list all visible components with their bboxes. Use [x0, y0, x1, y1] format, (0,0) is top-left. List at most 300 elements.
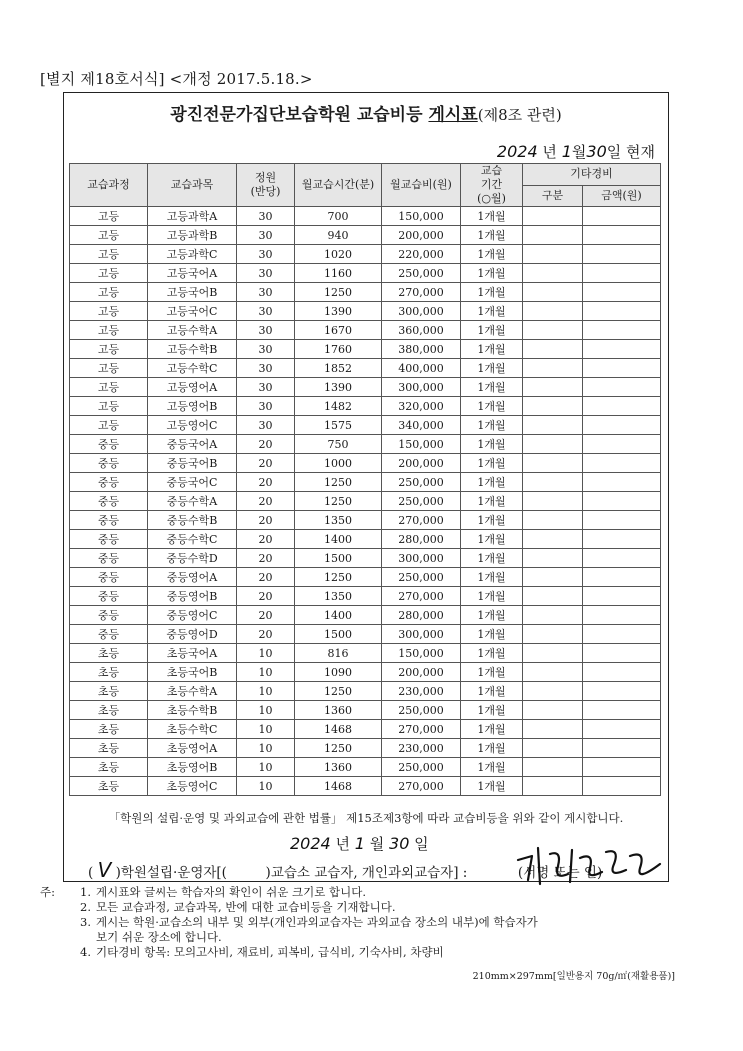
- cell-other-amount: [583, 340, 661, 359]
- table-row: [70, 378, 661, 397]
- table-row: [70, 226, 661, 245]
- cell-hours: 1390: [295, 378, 382, 397]
- cell-course: 중등: [70, 606, 148, 625]
- cell-fee: 270,000: [382, 511, 461, 530]
- cell-subject: 고등과학C: [148, 245, 237, 264]
- sign-month-unit: 월: [369, 835, 385, 853]
- cell-fee: 340,000: [382, 416, 461, 435]
- cell-subject: 고등영어A: [148, 378, 237, 397]
- cell-course: 중등: [70, 568, 148, 587]
- cell-other-amount: [583, 397, 661, 416]
- date-day-unit: 일 현재: [606, 143, 655, 161]
- note-text: 모든 교습과정, 교습과목, 반에 대한 교습비등을 기재합니다.: [96, 900, 396, 914]
- cell-fee: 270,000: [382, 283, 461, 302]
- cell-fee: 300,000: [382, 549, 461, 568]
- date-day: 30: [586, 142, 607, 161]
- cell-subject: 중등수학C: [148, 530, 237, 549]
- cell-period: 1개월: [461, 587, 523, 606]
- cell-hours: 1360: [295, 701, 382, 720]
- cell-other-amount: [583, 701, 661, 720]
- cell-course: 고등: [70, 340, 148, 359]
- cell-other-amount: [583, 663, 661, 682]
- notes: [40, 885, 700, 960]
- cell-other-amount: [583, 739, 661, 758]
- legal-statement: 「학원의 설립·운영 및 과외교습에 관한 법률」 제15조제3항에 따라 교습비등을 위와 같이 게시합니다.: [108, 811, 624, 825]
- cell-other-amount: [583, 625, 661, 644]
- table-row: [70, 207, 661, 226]
- cell-capacity: 30: [237, 378, 295, 397]
- cell-course: 고등: [70, 264, 148, 283]
- cell-capacity: 10: [237, 682, 295, 701]
- fee-table: [69, 163, 661, 796]
- sign-date: [290, 833, 429, 854]
- header-hours: 월교습시간(분): [295, 164, 382, 207]
- cell-other-type: [523, 473, 583, 492]
- cell-fee: 150,000: [382, 435, 461, 454]
- cell-period: 1개월: [461, 625, 523, 644]
- cell-hours: 1575: [295, 416, 382, 435]
- cell-other-amount: [583, 511, 661, 530]
- note-number: 1.: [80, 885, 91, 899]
- table-row: [70, 492, 661, 511]
- note-label: [40, 900, 80, 915]
- cell-other-amount: [583, 283, 661, 302]
- cell-period: 1개월: [461, 473, 523, 492]
- cell-capacity: 20: [237, 568, 295, 587]
- cell-other-type: [523, 606, 583, 625]
- cell-period: 1개월: [461, 454, 523, 473]
- note-text: 보기 쉬운 장소에 합니다.: [96, 930, 222, 944]
- table-row: [70, 321, 661, 340]
- cell-subject: 고등과학A: [148, 207, 237, 226]
- fee-table-body: [70, 207, 661, 796]
- cell-capacity: 30: [237, 302, 295, 321]
- cell-capacity: 30: [237, 207, 295, 226]
- cell-subject: 중등영어C: [148, 606, 237, 625]
- date-year: 2024: [496, 142, 538, 161]
- cell-hours: 1670: [295, 321, 382, 340]
- table-row: [70, 701, 661, 720]
- cell-fee: 230,000: [382, 682, 461, 701]
- cell-fee: 300,000: [382, 378, 461, 397]
- cell-subject: 초등영어C: [148, 777, 237, 796]
- form-number: [별지 제18호서식] <개정 2017.5.18.>: [40, 70, 313, 88]
- header-course: 교습과정: [70, 164, 148, 207]
- cell-capacity: 10: [237, 720, 295, 739]
- cell-hours: 1468: [295, 720, 382, 739]
- cell-subject: 고등수학A: [148, 321, 237, 340]
- cell-other-amount: [583, 302, 661, 321]
- cell-capacity: 30: [237, 226, 295, 245]
- cell-course: 고등: [70, 283, 148, 302]
- cell-hours: 940: [295, 226, 382, 245]
- table-row: [70, 340, 661, 359]
- cell-other-amount: [583, 473, 661, 492]
- date-month-unit: 월: [571, 143, 587, 161]
- cell-other-type: [523, 454, 583, 473]
- cell-fee: 280,000: [382, 530, 461, 549]
- cell-hours: 1500: [295, 625, 382, 644]
- cell-fee: 150,000: [382, 207, 461, 226]
- cell-other-type: [523, 340, 583, 359]
- cell-fee: 360,000: [382, 321, 461, 340]
- note-label: [40, 915, 80, 930]
- cell-period: 1개월: [461, 549, 523, 568]
- note-text: 게시표와 글씨는 학습자의 확인이 쉬운 크기로 합니다.: [96, 885, 366, 899]
- cell-other-type: [523, 226, 583, 245]
- cell-other-amount: [583, 492, 661, 511]
- table-row: [70, 511, 661, 530]
- title-sub: (제8조 관련): [477, 106, 562, 124]
- header-fee: 월교습비(원): [382, 164, 461, 207]
- cell-course: 고등: [70, 416, 148, 435]
- table-row: [70, 606, 661, 625]
- header-period-line1: 교습: [480, 164, 503, 177]
- sign-year-unit: 년: [335, 835, 350, 853]
- cell-hours: 1250: [295, 473, 382, 492]
- cell-capacity: 20: [237, 511, 295, 530]
- cell-hours: 1350: [295, 587, 382, 606]
- cell-course: 중등: [70, 549, 148, 568]
- table-row: [70, 359, 661, 378]
- cell-course: 초등: [70, 777, 148, 796]
- sign-year: 2024: [290, 834, 331, 853]
- cell-hours: 1250: [295, 568, 382, 587]
- cell-course: 고등: [70, 397, 148, 416]
- cell-course: 고등: [70, 302, 148, 321]
- cell-fee: 250,000: [382, 264, 461, 283]
- cell-hours: 1250: [295, 492, 382, 511]
- operator-role-label: )학원설립·운영자[(: [115, 865, 227, 881]
- operator-open-paren: (: [88, 865, 94, 881]
- cell-subject: 고등과학B: [148, 226, 237, 245]
- cell-period: 1개월: [461, 739, 523, 758]
- header-other-expenses: 기타경비: [523, 164, 661, 186]
- cell-capacity: 10: [237, 777, 295, 796]
- cell-other-amount: [583, 720, 661, 739]
- cell-fee: 200,000: [382, 663, 461, 682]
- cell-hours: 1482: [295, 397, 382, 416]
- cell-fee: 250,000: [382, 758, 461, 777]
- cell-period: 1개월: [461, 777, 523, 796]
- table-row: [70, 454, 661, 473]
- cell-other-type: [523, 530, 583, 549]
- cell-other-type: [523, 283, 583, 302]
- cell-period: 1개월: [461, 644, 523, 663]
- note-item: [40, 900, 700, 915]
- cell-capacity: 20: [237, 435, 295, 454]
- cell-fee: 250,000: [382, 568, 461, 587]
- cell-other-type: [523, 397, 583, 416]
- cell-other-type: [523, 625, 583, 644]
- cell-hours: 1160: [295, 264, 382, 283]
- cell-other-amount: [583, 606, 661, 625]
- cell-course: 중등: [70, 587, 148, 606]
- cell-hours: 1250: [295, 283, 382, 302]
- cell-period: 1개월: [461, 416, 523, 435]
- cell-hours: 750: [295, 435, 382, 454]
- cell-other-amount: [583, 378, 661, 397]
- cell-period: 1개월: [461, 606, 523, 625]
- cell-capacity: 10: [237, 739, 295, 758]
- cell-other-type: [523, 302, 583, 321]
- date-month: 1: [561, 142, 572, 161]
- cell-other-type: [523, 416, 583, 435]
- cell-subject: 초등수학B: [148, 701, 237, 720]
- cell-subject: 중등수학D: [148, 549, 237, 568]
- cell-other-type: [523, 378, 583, 397]
- cell-fee: 320,000: [382, 397, 461, 416]
- cell-other-type: [523, 701, 583, 720]
- cell-period: 1개월: [461, 682, 523, 701]
- cell-subject: 고등수학C: [148, 359, 237, 378]
- cell-other-amount: [583, 587, 661, 606]
- note-number: 4.: [80, 945, 91, 959]
- cell-hours: 700: [295, 207, 382, 226]
- table-row: [70, 549, 661, 568]
- cell-other-amount: [583, 321, 661, 340]
- cell-hours: 1000: [295, 454, 382, 473]
- cell-period: 1개월: [461, 663, 523, 682]
- cell-subject: 초등수학A: [148, 682, 237, 701]
- table-row: [70, 720, 661, 739]
- cell-period: 1개월: [461, 397, 523, 416]
- cell-other-amount: [583, 245, 661, 264]
- cell-capacity: 30: [237, 321, 295, 340]
- cell-course: 중등: [70, 454, 148, 473]
- cell-capacity: 20: [237, 625, 295, 644]
- cell-hours: 1400: [295, 530, 382, 549]
- table-row: [70, 587, 661, 606]
- table-row: [70, 283, 661, 302]
- header-period-line2: 기간: [480, 178, 503, 191]
- sign-day-unit: 일: [414, 835, 429, 853]
- cell-course: 초등: [70, 720, 148, 739]
- cell-course: 초등: [70, 644, 148, 663]
- cell-period: 1개월: [461, 492, 523, 511]
- cell-capacity: 20: [237, 587, 295, 606]
- cell-other-type: [523, 758, 583, 777]
- cell-capacity: 20: [237, 492, 295, 511]
- notes-list: [40, 885, 700, 960]
- cell-capacity: 20: [237, 549, 295, 568]
- cell-fee: 300,000: [382, 302, 461, 321]
- cell-subject: 고등국어C: [148, 302, 237, 321]
- cell-course: 고등: [70, 207, 148, 226]
- cell-other-type: [523, 245, 583, 264]
- cell-other-type: [523, 644, 583, 663]
- cell-period: 1개월: [461, 701, 523, 720]
- table-row: [70, 302, 661, 321]
- cell-capacity: 30: [237, 340, 295, 359]
- table-row: [70, 264, 661, 283]
- note-label: [40, 930, 80, 945]
- note-number: 2.: [80, 900, 91, 914]
- table-row: [70, 644, 661, 663]
- cell-capacity: 10: [237, 758, 295, 777]
- cell-period: 1개월: [461, 226, 523, 245]
- cell-period: 1개월: [461, 264, 523, 283]
- cell-subject: 중등수학B: [148, 511, 237, 530]
- cell-period: 1개월: [461, 245, 523, 264]
- cell-subject: 중등국어B: [148, 454, 237, 473]
- cell-course: 중등: [70, 473, 148, 492]
- cell-other-type: [523, 321, 583, 340]
- header-period-line3: (○월): [477, 192, 506, 205]
- table-row: [70, 397, 661, 416]
- note-text: 기타경비 항목: 모의고사비, 재료비, 피복비, 급식비, 기숙사비, 차량비: [96, 945, 444, 959]
- cell-period: 1개월: [461, 530, 523, 549]
- note-text: 게시는 학원·교습소의 내부 및 외부(개인과외교습자는 과외교습 장소의 내부)에 학습자가: [96, 915, 538, 929]
- note-label: 주:: [40, 885, 55, 899]
- note-item: [40, 885, 700, 900]
- table-row: [70, 568, 661, 587]
- cell-capacity: 20: [237, 530, 295, 549]
- cell-course: 초등: [70, 739, 148, 758]
- cell-capacity: 20: [237, 473, 295, 492]
- cell-hours: 1400: [295, 606, 382, 625]
- cell-other-amount: [583, 568, 661, 587]
- cell-period: 1개월: [461, 435, 523, 454]
- cell-subject: 고등국어B: [148, 283, 237, 302]
- cell-period: 1개월: [461, 511, 523, 530]
- cell-capacity: 10: [237, 644, 295, 663]
- cell-period: 1개월: [461, 340, 523, 359]
- cell-subject: 고등영어B: [148, 397, 237, 416]
- cell-period: 1개월: [461, 568, 523, 587]
- cell-capacity: 10: [237, 663, 295, 682]
- cell-course: 고등: [70, 359, 148, 378]
- cell-other-type: [523, 587, 583, 606]
- cell-period: 1개월: [461, 359, 523, 378]
- header-capacity-line2: (반당): [250, 185, 281, 198]
- title-main: 광진전문가집단보습학원 교습비등: [170, 105, 423, 125]
- date-year-unit: 년: [542, 143, 557, 161]
- cell-fee: 250,000: [382, 492, 461, 511]
- header-period: [461, 164, 523, 207]
- cell-capacity: 30: [237, 416, 295, 435]
- table-row: [70, 625, 661, 644]
- table-row: [70, 245, 661, 264]
- header-capacity: [237, 164, 295, 207]
- header-other-amount: 금액(원): [583, 185, 661, 207]
- cell-subject: 고등영어C: [148, 416, 237, 435]
- cell-hours: 1852: [295, 359, 382, 378]
- cell-course: 고등: [70, 378, 148, 397]
- cell-course: 초등: [70, 758, 148, 777]
- handwritten-signature: [510, 840, 670, 888]
- cell-subject: 고등국어A: [148, 264, 237, 283]
- cell-hours: 1360: [295, 758, 382, 777]
- table-row: [70, 758, 661, 777]
- cell-other-type: [523, 435, 583, 454]
- cell-course: 초등: [70, 682, 148, 701]
- cell-capacity: 10: [237, 701, 295, 720]
- cell-hours: 1090: [295, 663, 382, 682]
- cell-other-type: [523, 663, 583, 682]
- cell-capacity: 30: [237, 397, 295, 416]
- cell-subject: 중등국어C: [148, 473, 237, 492]
- note-item: [40, 945, 700, 960]
- cell-other-amount: [583, 207, 661, 226]
- cell-fee: 270,000: [382, 587, 461, 606]
- cell-hours: 1350: [295, 511, 382, 530]
- cell-other-amount: [583, 644, 661, 663]
- header-subject: 교습과목: [148, 164, 237, 207]
- cell-subject: 중등영어A: [148, 568, 237, 587]
- cell-hours: 1500: [295, 549, 382, 568]
- cell-other-amount: [583, 454, 661, 473]
- cell-other-type: [523, 549, 583, 568]
- cell-capacity: 20: [237, 606, 295, 625]
- cell-fee: 400,000: [382, 359, 461, 378]
- cell-hours: 1250: [295, 682, 382, 701]
- sign-month: 1: [354, 834, 365, 853]
- cell-other-type: [523, 511, 583, 530]
- cell-course: 중등: [70, 625, 148, 644]
- note-item: [40, 930, 700, 945]
- cell-fee: 250,000: [382, 473, 461, 492]
- cell-course: 초등: [70, 701, 148, 720]
- cell-other-type: [523, 359, 583, 378]
- cell-fee: 280,000: [382, 606, 461, 625]
- document-title: [63, 100, 669, 125]
- cell-other-amount: [583, 758, 661, 777]
- cell-capacity: 30: [237, 264, 295, 283]
- cell-subject: 고등수학B: [148, 340, 237, 359]
- cell-subject: 초등국어A: [148, 644, 237, 663]
- paper-spec: 210mm×297mm[일반용지 70g/㎡(재활용품)]: [472, 971, 675, 982]
- cell-other-amount: [583, 226, 661, 245]
- cell-other-type: [523, 264, 583, 283]
- table-row: [70, 435, 661, 454]
- cell-hours: 1468: [295, 777, 382, 796]
- cell-course: 중등: [70, 511, 148, 530]
- cell-other-amount: [583, 530, 661, 549]
- cell-period: 1개월: [461, 378, 523, 397]
- note-item: [40, 915, 700, 930]
- note-label: [40, 945, 80, 960]
- cell-capacity: 30: [237, 283, 295, 302]
- cell-fee: 250,000: [382, 701, 461, 720]
- cell-other-amount: [583, 549, 661, 568]
- cell-other-type: [523, 720, 583, 739]
- cell-subject: 초등수학C: [148, 720, 237, 739]
- cell-other-type: [523, 568, 583, 587]
- cell-hours: 1250: [295, 739, 382, 758]
- cell-fee: 200,000: [382, 226, 461, 245]
- cell-subject: 중등영어D: [148, 625, 237, 644]
- cell-other-amount: [583, 435, 661, 454]
- cell-course: 고등: [70, 226, 148, 245]
- cell-subject: 중등영어B: [148, 587, 237, 606]
- cell-other-type: [523, 777, 583, 796]
- cell-capacity: 20: [237, 454, 295, 473]
- cell-course: 고등: [70, 245, 148, 264]
- cell-other-amount: [583, 682, 661, 701]
- as-of-date: [497, 141, 655, 162]
- cell-subject: 초등국어B: [148, 663, 237, 682]
- cell-other-type: [523, 739, 583, 758]
- header-other-type: 구분: [523, 185, 583, 207]
- cell-capacity: 30: [237, 359, 295, 378]
- operator-mid-label: )교습소 교습자, 개인과외교습자] :: [265, 865, 468, 881]
- table-row: [70, 739, 661, 758]
- cell-capacity: 30: [237, 245, 295, 264]
- cell-fee: 380,000: [382, 340, 461, 359]
- cell-course: 중등: [70, 492, 148, 511]
- table-row: [70, 682, 661, 701]
